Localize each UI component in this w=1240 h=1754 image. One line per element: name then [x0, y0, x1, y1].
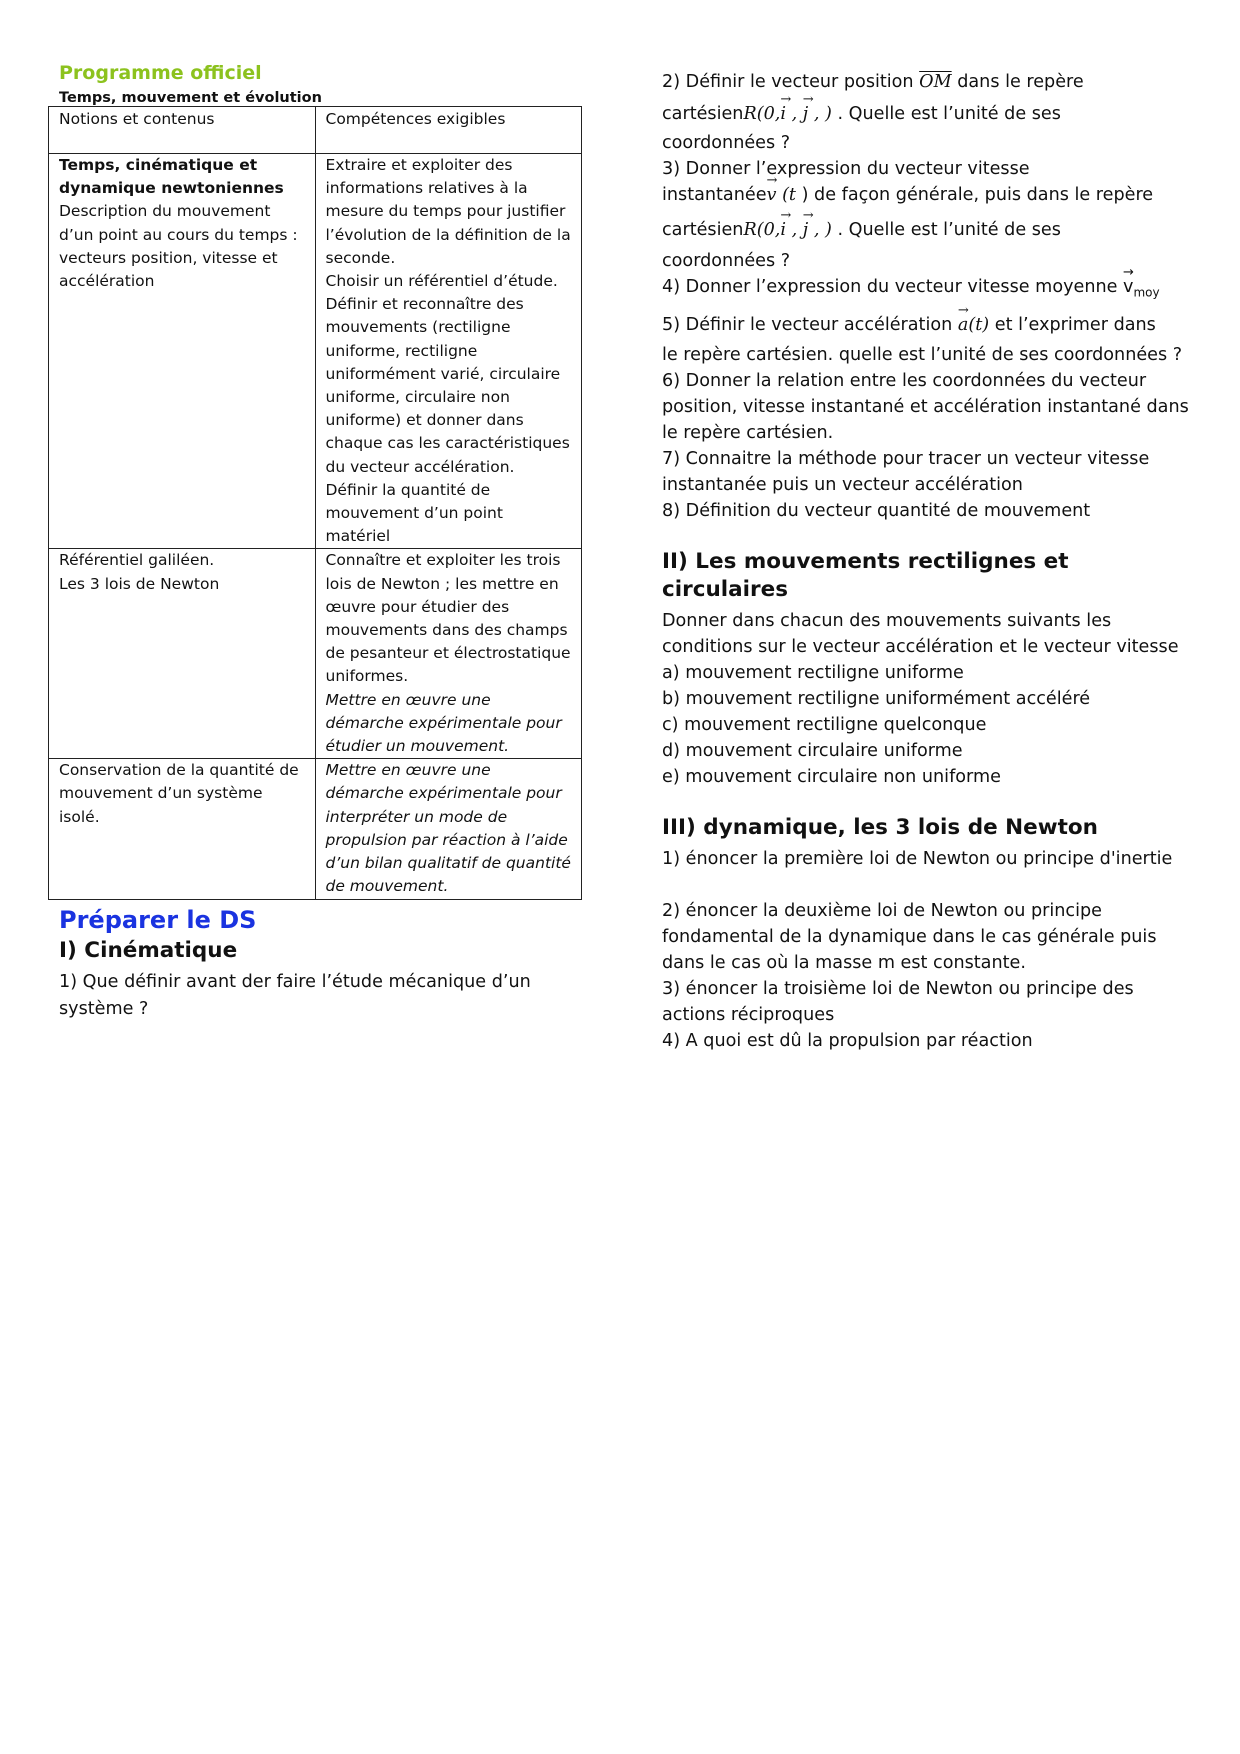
question-2-text: dans le repère	[957, 72, 1084, 92]
list-item: c) mouvement rectiligne quelconque	[662, 714, 987, 735]
notion-cell	[49, 154, 316, 549]
question-7: 7) Connaitre la méthode pour tracer un vecteur vitesse instantanée puis un vecteur accélération	[662, 448, 1150, 495]
table-row	[49, 549, 582, 759]
competence-item: Définir la quantité de mouvement d’un point matériel	[325, 480, 503, 546]
question-4	[662, 274, 1202, 306]
coordonnees-1: coordonnées ?	[662, 133, 791, 153]
j-vector: → j	[803, 212, 808, 248]
table-row	[49, 759, 582, 899]
section-3-q2: 2) énoncer la deuxième loi de Newton ou principe fondamental de la dynamique dans le cas générale puis dans le cas où la masse m est constante.	[662, 900, 1157, 973]
list-item: d) mouvement circulaire uniforme	[662, 740, 963, 761]
question-4-text: 4) Donner l’expression du vecteur vitesse moyenne	[662, 277, 1118, 297]
repere-math: R(0,	[743, 220, 781, 240]
question-2-repere: cartésienR(0,→ i , → j , ) . Quelle est l’unité de ses	[662, 98, 1202, 130]
question-1: 1) Que définir avant der faire l’étude mécanique d’un système ?	[59, 971, 531, 1019]
om-vector: $\overline{OM}$	[919, 72, 952, 92]
notion-cell	[49, 549, 316, 759]
notion-text: Description du mouvement d’un point au cours du temps : vecteurs position, vitesse et accélération	[59, 202, 298, 291]
header-competences: Compétences exigibles	[315, 107, 582, 154]
question-8: 8) Définition du vecteur quantité de mouvement	[662, 500, 1091, 521]
cartesien-label: cartésien	[662, 220, 744, 240]
t-var: (t	[782, 185, 796, 205]
cartesien-label: cartésien	[662, 104, 744, 124]
list-item: b) mouvement rectiligne uniformément accéléré	[662, 688, 1091, 709]
table-header-row	[49, 107, 582, 154]
competence-cell	[315, 549, 582, 759]
moy-subscript: moy	[1133, 285, 1160, 300]
programme-title: Programme officiel	[59, 62, 262, 84]
section-3-q4: 4) A quoi est dû la propulsion par réaction	[662, 1030, 1033, 1051]
programme-subtitle: Temps, mouvement et évolution	[59, 90, 322, 106]
right-column	[662, 66, 1202, 1054]
notion-text: Référentiel galiléen.	[59, 551, 215, 570]
question-5-text: 5) Définir le vecteur accélération	[662, 314, 953, 335]
question-3-line2	[662, 182, 1202, 208]
notion-cell	[49, 759, 316, 899]
programme-table	[48, 106, 582, 900]
section-2-intro: Donner dans chacun des mouvements suivants les conditions sur le vecteur accélération et le vecteur vitesse	[662, 610, 1179, 657]
question-3-repere: cartésienR(0,→ i , → j , ) . Quelle est l’unité de ses	[662, 212, 1202, 248]
competence-item: Connaître et exploiter les trois lois de Newton ; les mettre en œuvre pour étudier des mouvements dans des champs de pesanteur et électrostatique uniformes.	[325, 551, 571, 686]
notion-bold: Temps, cinématique et dynamique newtoniennes	[59, 156, 284, 198]
question-2	[662, 66, 1202, 98]
notion-text: Conservation de la quantité de mouvement d’un système isolé.	[59, 761, 299, 826]
question-3-text: ) de façon générale, puis dans le repère	[801, 185, 1154, 205]
competence-italic: Mettre en œuvre une démarche expérimentale pour interpréter un mode de propulsion par réaction à l’aide d’un bilan qualitatif de quantité de mouvement.	[325, 761, 571, 896]
section-3-q3: 3) énoncer la troisième loi de Newton ou principe des actions réciproques	[662, 978, 1134, 1025]
question-5	[662, 308, 1202, 342]
i-vector: → i	[780, 212, 786, 248]
competence-item: Définir et reconnaître des mouvements (rectiligne uniforme, rectiligne uniformément varié, circulaire uniforme, circulaire non uniforme) et donner dans chaque cas les caractéristiques du vecteur accélération.	[325, 295, 570, 476]
v-vector: → v	[767, 182, 777, 208]
coordonnees-2: coordonnées ?	[662, 251, 791, 271]
j-vector: → j	[803, 98, 808, 130]
question-2-text: 2) Définir le vecteur position	[662, 72, 914, 92]
section-2-title: II) Les mouvements rectilignes et circulaires	[662, 548, 1069, 602]
vmoy-vector: → v	[1123, 274, 1133, 300]
section-cinematique-title: I) Cinématique	[59, 937, 238, 963]
list-item: e) mouvement circulaire non uniforme	[662, 766, 1001, 787]
a-vector: → a	[958, 308, 969, 342]
competence-cell	[315, 759, 582, 899]
question-3: 3) Donner l’expression du vecteur vitesse	[662, 159, 1030, 179]
question-3-text: instantanée	[662, 185, 767, 205]
question-5-line2: le repère cartésien. quelle est l’unité de ses coordonnées ?	[662, 344, 1183, 365]
ds-title: Préparer le DS	[59, 905, 257, 934]
question-5-text: et l’exprimer dans	[994, 314, 1156, 335]
competence-item: Extraire et exploiter des informations relatives à la mesure du temps pour justifier l’évolution de la définition de la seconde.	[325, 156, 571, 267]
a-t-var: (t)	[968, 314, 990, 335]
header-notions: Notions et contenus	[49, 107, 316, 154]
notion-text: Les 3 lois de Newton	[59, 574, 220, 593]
table-row	[49, 154, 582, 549]
question-6: 6) Donner la relation entre les coordonnées du vecteur position, vitesse instantané et accélération instantané dans le repère cartésien.	[662, 370, 1189, 443]
unit-question: . Quelle est l’unité de ses	[837, 220, 1061, 240]
section-3-title: III) dynamique, les 3 lois de Newton	[662, 814, 1098, 840]
section-3-q1: 1) énoncer la première loi de Newton ou principe d'inertie	[662, 848, 1173, 869]
competence-cell	[315, 154, 582, 549]
competence-item: Choisir un référentiel d’étude.	[325, 272, 558, 291]
unit-question: . Quelle est l’unité de ses	[837, 104, 1061, 124]
competence-italic: Mettre en œuvre une démarche expérimentale pour étudier un mouvement.	[325, 690, 562, 756]
left-column	[59, 62, 592, 1023]
list-item: a) mouvement rectiligne uniforme	[662, 662, 964, 683]
i-vector: → i	[780, 98, 786, 130]
repere-math: R(0,	[743, 104, 781, 124]
